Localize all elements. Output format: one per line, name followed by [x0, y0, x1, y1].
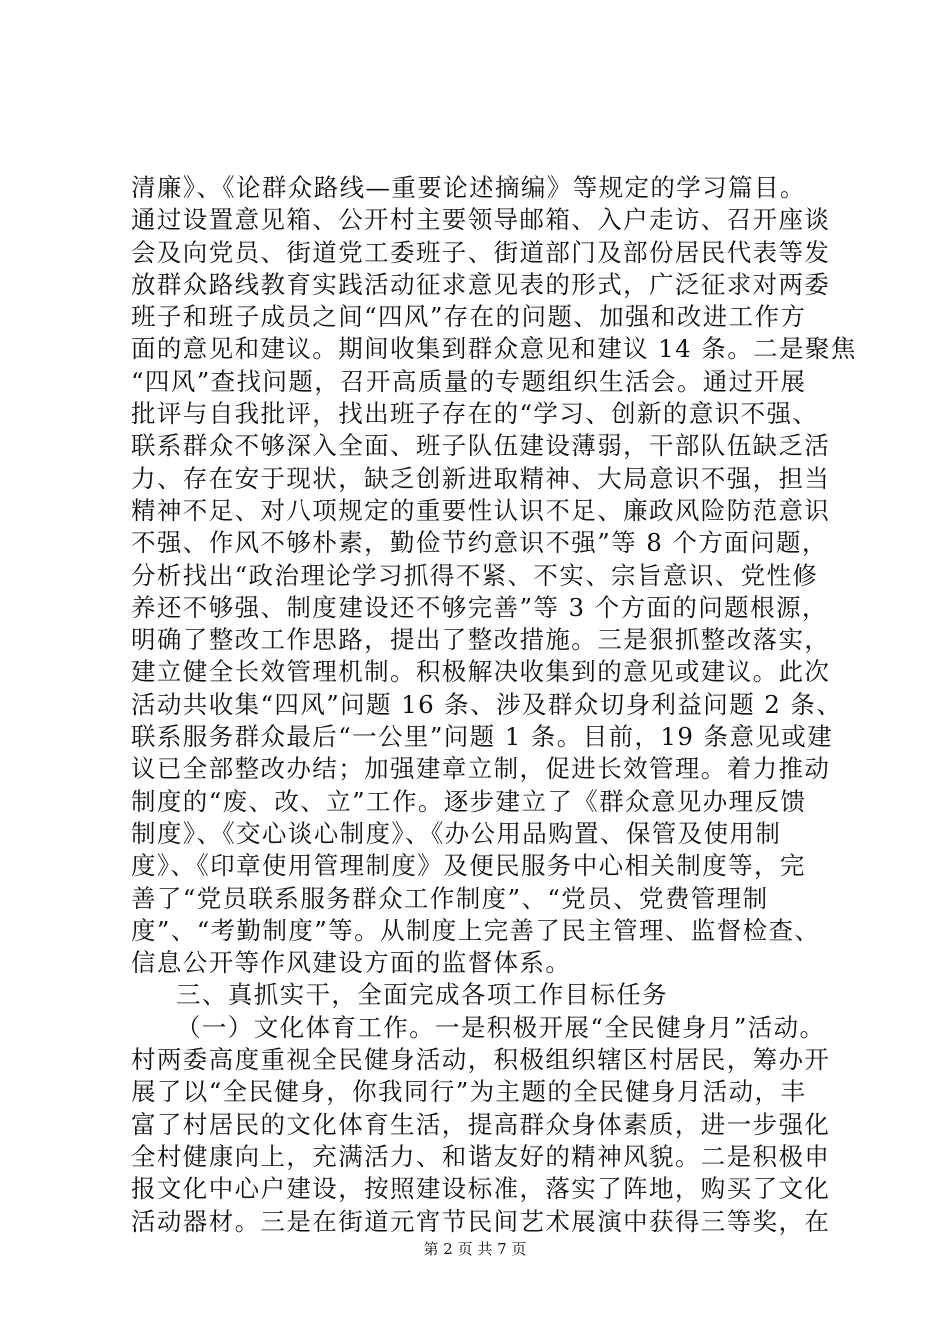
text-line: 联系服务群众最后“一公里”问题 1 条。目前，19 条意见或建	[131, 722, 834, 752]
text-line: 放群众路线教育实践活动征求意见表的形式，广泛征求对两委	[131, 269, 831, 299]
text-line: 班子和班子成员之间“四风”存在的问题、加强和改进工作方	[131, 302, 807, 332]
text-line: “四风”查找问题，召开高质量的专题组织生活会。通过开展	[131, 366, 807, 396]
text-line: 力、存在安于现状，缺乏创新进取精神、大局意识不强，担当	[131, 463, 831, 493]
text-line: 富了村居民的文化体育生活，提高群众身体素质，进一步强化	[131, 1109, 831, 1139]
text-line: 通过设置意见箱、公开村主要领导邮箱、入户走访、召开座谈	[131, 205, 831, 235]
text-line: 度》、《印章使用管理制度》及便民服务中心相关制度等，完	[131, 851, 806, 881]
text-line: 活动器材。三是在街道元宵节民间艺术展演中获得三等奖，在	[131, 1206, 831, 1236]
text-line: 善了“党员联系服务群众工作制度”、“党员、党费管理制	[131, 883, 769, 913]
text-line: 会及向党员、街道党工委班子、街道部门及部份居民代表等发	[131, 237, 831, 267]
text-line: 活动共收集“四风”问题 16 条、涉及群众切身利益问题 2 条、	[131, 689, 843, 719]
text-line: 联系群众不够深入全面、班子队伍建设薄弱，干部队伍缺乏活	[131, 431, 831, 461]
text-line: 信息公开等作风建设方面的监督体系。	[131, 948, 572, 978]
text-line: 议已全部整改办结；加强建章立制，促进长效管理。着力推动	[131, 754, 831, 784]
text-line: 报文化中心户建设，按照建设标准，落实了阵地，购买了文化	[131, 1174, 831, 1204]
text-line: 展了以“全民健身，你我同行”为主题的全民健身月活动，丰	[131, 1077, 807, 1107]
text-line: 养还不够强、制度建设还不够完善”等 3 个方面的问题根源，	[131, 592, 828, 622]
text-line: 批评与自我批评，找出班子存在的“学习、创新的意识不强、	[131, 399, 819, 429]
document-body	[131, 172, 857, 1238]
text-line: 面的意见和建议。期间收集到群众意见和建议 14 条。二是聚焦	[131, 334, 857, 364]
text-line: 分析找出“政治理论学习抓得不紧、不实、宗旨意识、党性修	[131, 560, 819, 590]
text-line: 制度的“废、改、立”工作。逐步建立了《群众意见办理反馈	[131, 786, 807, 816]
section-heading: 三、真抓实干，全面完成各项工作目标任务	[176, 980, 669, 1010]
page-number-footer: 第 2 页 共 7 页	[423, 1240, 527, 1258]
text-line: 明确了整改工作思路，提出了整改措施。三是狠抓整改落实，	[131, 625, 831, 655]
text-line: 不强、作风不够朴素，勤俭节约意识不强”等 8 个方面问题，	[131, 528, 828, 558]
text-line: 清廉》、《论群众路线—重要论述摘编》等规定的学习篇目。	[131, 173, 806, 202]
text-line: 全村健康向上，充满活力、和谐友好的精神风貌。二是积极申	[131, 1141, 831, 1171]
text-line: 度”、“考勤制度”等。从制度上完善了民主管理、监督检查、	[131, 915, 821, 945]
text-line: 建立健全长效管理机制。积极解决收集到的意见或建议。此次	[131, 657, 831, 687]
text-line: 村两委高度重视全民健身活动，积极组织辖区村居民，筹办开	[131, 1045, 831, 1075]
text-line: （一）文化体育工作。一是积极开展“全民健身月”活动。	[176, 1012, 826, 1042]
text-line: 精神不足、对八项规定的重要性认识不足、廉政风险防范意识	[131, 495, 831, 525]
text-line: 制度》、《交心谈心制度》、《办公用品购置、保管及使用制	[131, 818, 782, 848]
